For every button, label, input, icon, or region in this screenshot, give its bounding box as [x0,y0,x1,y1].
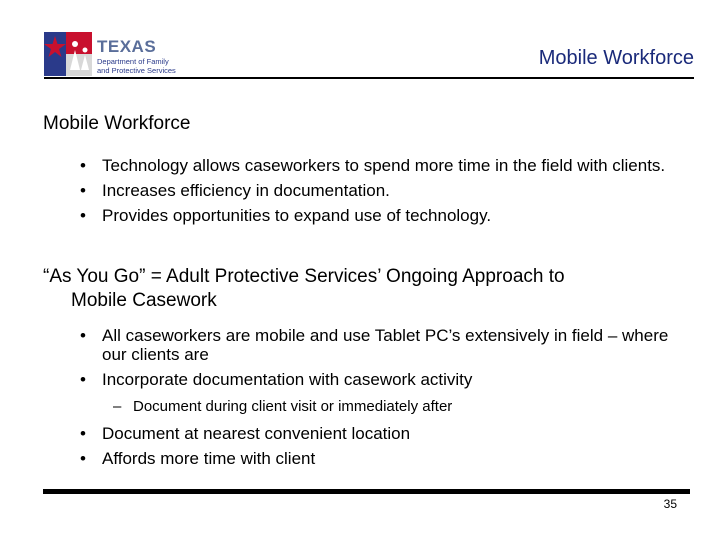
list-item: • Increases efficiency in documentation. [80,181,690,200]
approach-heading [43,265,693,313]
approach-heading-line-1: “As You Go” = Adult Protective Services’ Ongoing Approach to [43,266,565,287]
sub-list-item: – Document during client visit or immediately after [113,398,452,416]
section-title: Mobile Workforce [43,113,191,134]
list-item: • Provides opportunities to expand use of technology. [80,206,690,225]
list-item: • Technology allows caseworkers to spend more time in the field with clients. [80,156,690,175]
footer-divider [43,489,690,494]
bullet-list-2 [80,326,690,395]
header-title: Mobile Workforce [538,47,694,69]
sub-bullet-list [113,398,452,416]
list-item: • All caseworkers are mobile and use Tablet PC’s extensively in field – where our clients are [80,326,690,364]
approach-heading-line-2: Mobile Casework [71,290,217,311]
bullet-list-1 [80,156,690,231]
logo-word: TEXAS [97,37,157,56]
logo-subline-2: and Protective Services [97,66,176,75]
bullet-list-3 [80,424,690,474]
logo-subline-1: Department of Family [97,57,169,66]
list-item: • Document at nearest convenient location [80,424,690,443]
list-item: • Affords more time with client [80,449,690,468]
header-divider [44,77,694,79]
list-item: • Incorporate documentation with casework activity [80,370,690,389]
page-number: 35 [663,497,677,511]
